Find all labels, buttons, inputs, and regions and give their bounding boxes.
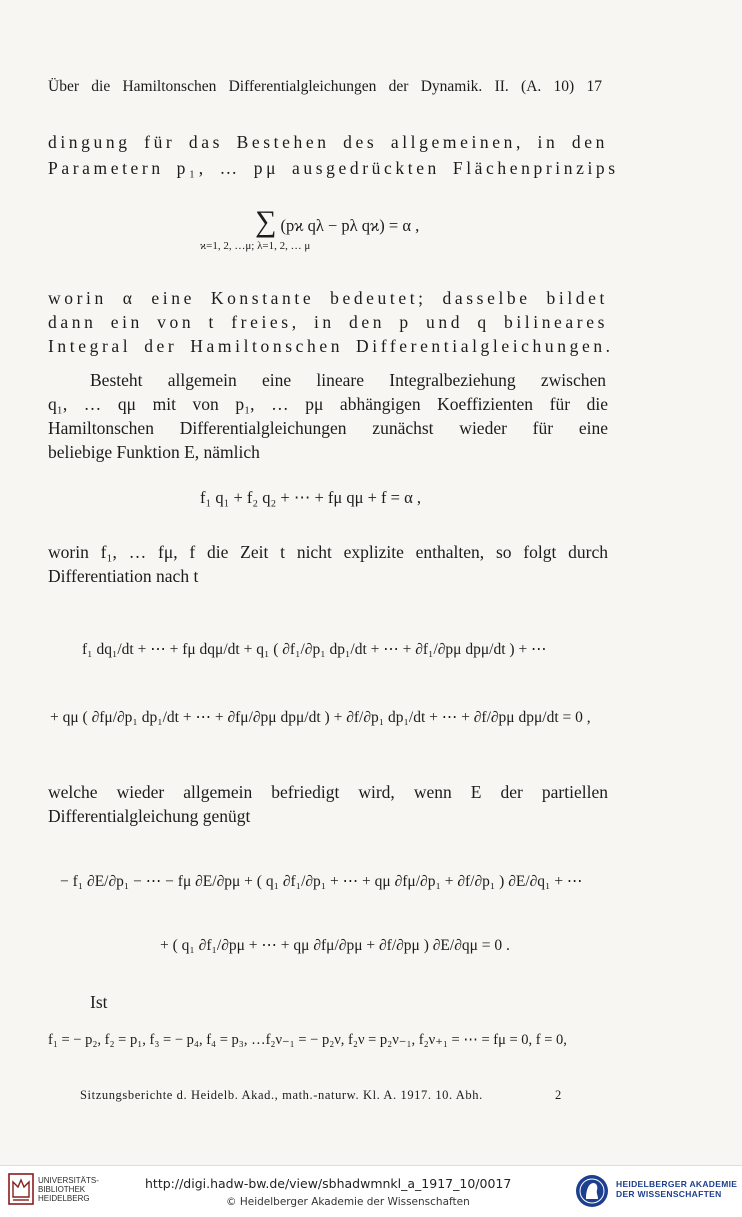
text-line: worin f₁, … fμ, f die Zeit t nicht explizite enthalten, so folgt durch xyxy=(48,542,608,562)
citation-footer: Sitzungsberichte d. Heidelb. Akad., math.-naturw. Kl. A. 1917. 10. Abh. xyxy=(80,1088,483,1102)
library-logo-line: BIBLIOTHEK xyxy=(38,1185,86,1194)
university-library-logo-icon xyxy=(8,1173,34,1205)
library-logo-line: UNIVERSITÄTS- xyxy=(38,1176,99,1185)
viewer-footer-bar xyxy=(0,1165,742,1217)
text-line: Differentiation nach t xyxy=(48,566,199,586)
text-line: worin α eine Konstante bedeutet; dasselbe bildet xyxy=(48,288,608,308)
text-line: Ist xyxy=(90,992,108,1012)
equation-expression: (pϰ qλ − pλ qϰ) = α , xyxy=(280,216,420,235)
text-line: Parametern p₁, … pμ ausgedrückten Flächenprinzips xyxy=(48,158,619,178)
text-line: dingung für das Bestehen des allgemeinen, in den xyxy=(48,132,608,152)
equation-pde-row-2: + ( q₁ ∂f₁/∂pμ + ⋯ + qμ ∂fμ/∂pμ + ∂f/∂pμ ) ∂E/∂qμ = 0 . xyxy=(160,937,510,954)
copyright-notice: © Heidelberger Akademie der Wissenschaften xyxy=(226,1196,470,1208)
text-line: dann ein von t freies, in den p und q bilineares xyxy=(48,312,608,332)
academy-logo-line: DER WISSENSCHAFTEN xyxy=(616,1189,722,1199)
equation-pde-row-1: − f₁ ∂E/∂p₁ − ⋯ − fμ ∂E/∂pμ + ( q₁ ∂f₁/∂p₁ + ⋯ + qμ ∂fμ/∂p₁ + ∂f/∂p₁ ) ∂E/∂q₁ + ⋯ xyxy=(60,873,583,890)
equation-coefficients: f₁ = − p₂, f₂ = p₁, f₃ = − p₄, f₄ = p₃, …f₂ν₋₁ = − p₂ν, f₂ν = p₂ν₋₁, f₂ν₊₁ = ⋯ = fμ = 0, f = 0, xyxy=(48,1032,567,1048)
sum-subscript: ϰ=1, 2, …μ; λ=1, 2, … μ xyxy=(200,240,311,252)
text-line: Hamiltonschen Differentialgleichungen zunächst wieder für eine xyxy=(48,418,608,438)
equation-integral: f₁ q₁ + f₂ q₂ + ⋯ + fμ qμ + f = α , xyxy=(200,488,421,507)
text-line: welche wieder allgemein befriedigt wird, wenn E der partiellen xyxy=(48,782,608,802)
sum-sign: ∑ xyxy=(255,205,277,238)
sheet-signature: 2 xyxy=(555,1088,562,1102)
running-header: Über die Hamiltonschen Differentialgleichungen der Dynamik. II. (A. 10) 17 xyxy=(48,78,602,95)
text-line: beliebige Funktion E, nämlich xyxy=(48,442,260,462)
academy-logo-icon xyxy=(574,1173,610,1209)
equation-differentiation-row-1: f₁ dq₁/dt + ⋯ + fμ dqμ/dt + q₁ ( ∂f₁/∂p₁ dp₁/dt + ⋯ + ∂f₁/∂pμ dpμ/dt ) + ⋯ xyxy=(82,641,547,658)
text-line: Differentialgleichung genügt xyxy=(48,806,251,826)
text-line: q₁, … qμ mit von p₁, … pμ abhängigen Koeffizienten für die xyxy=(48,394,608,414)
equation-differentiation-row-2: + qμ ( ∂fμ/∂p₁ dp₁/dt + ⋯ + ∂fμ/∂pμ dpμ/dt ) + ∂f/∂p₁ dp₁/dt + ⋯ + ∂f/∂pμ dpμ/dt = 0 , xyxy=(50,709,591,726)
text-line: Besteht allgemein eine lineare Integralbeziehung zwischen xyxy=(90,370,606,390)
library-logo-text xyxy=(38,1176,99,1203)
academy-logo-line: HEIDELBERGER AKADEMIE xyxy=(616,1179,738,1189)
document-url-link[interactable]: http://digi.hadw-bw.de/view/sbhadwmnkl_a_1917_10/0017 xyxy=(145,1176,512,1191)
text-line: Integral der Hamiltonschen Differentialgleichungen. xyxy=(48,336,614,356)
equation-flaechenprinzip xyxy=(255,205,420,238)
library-logo-line: HEIDELBERG xyxy=(38,1194,90,1203)
academy-logo-text xyxy=(616,1179,737,1199)
